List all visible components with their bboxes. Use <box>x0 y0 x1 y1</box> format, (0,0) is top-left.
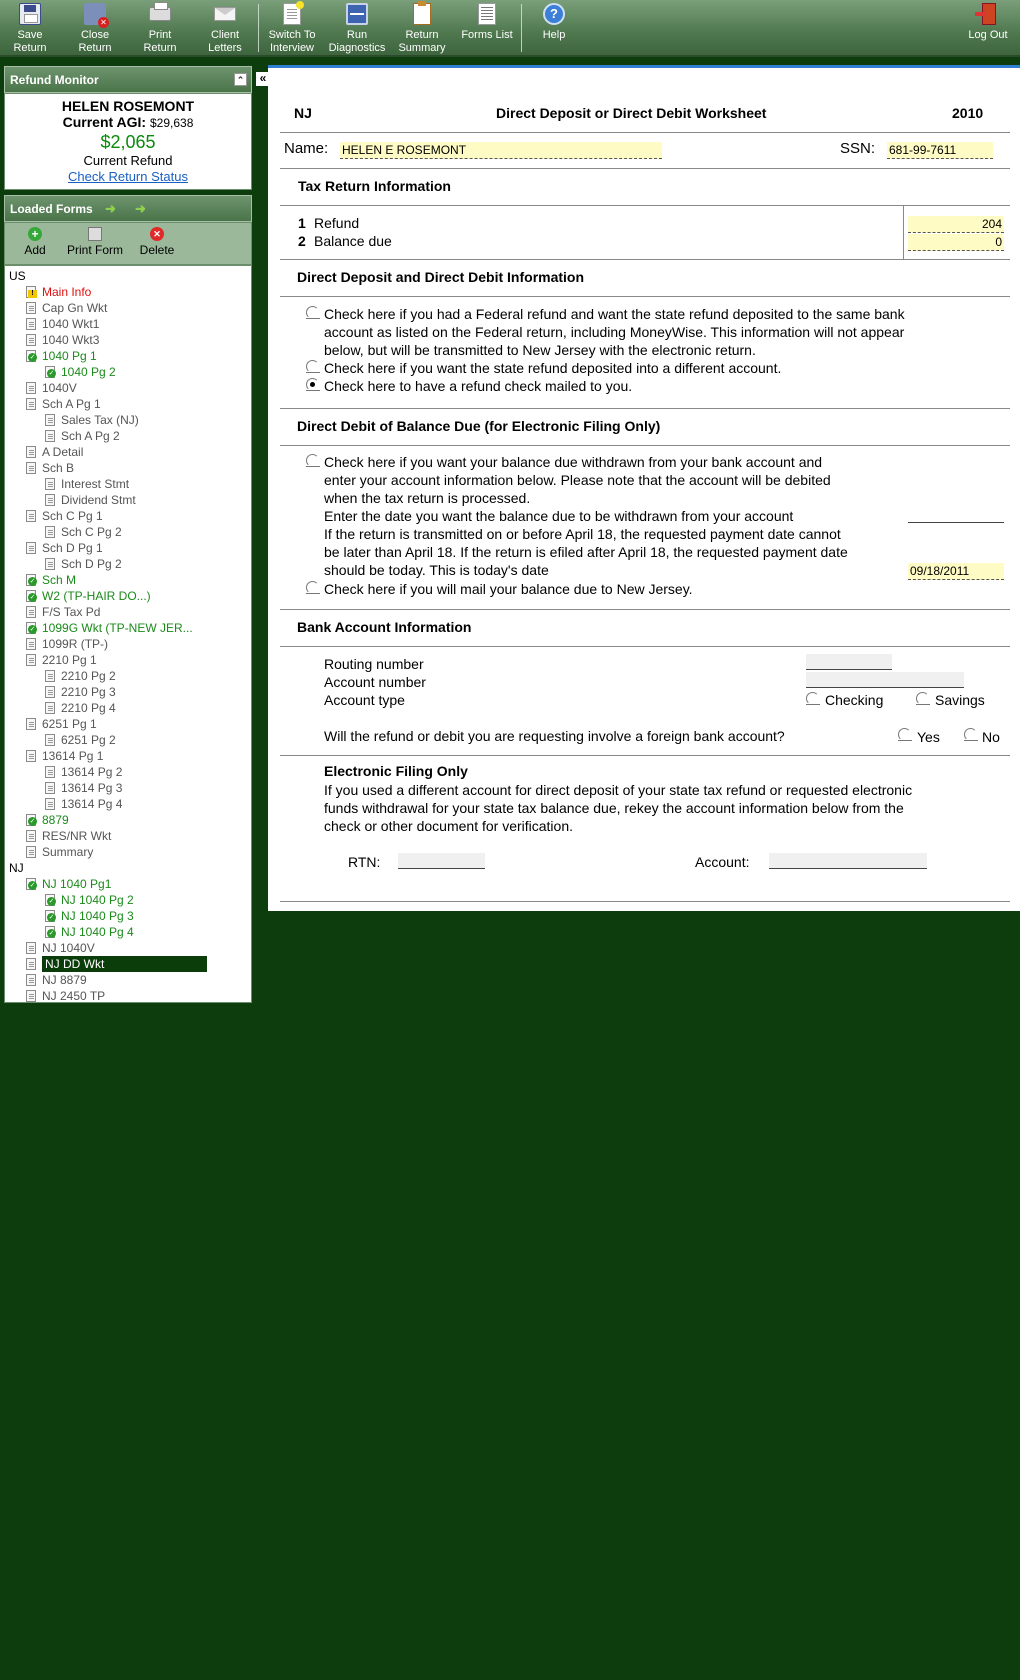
form-tree-label: NJ 8879 <box>42 973 87 987</box>
form-tree-label: 13614 Pg 3 <box>61 781 123 795</box>
form-document-icon <box>45 494 55 506</box>
account-number-field[interactable] <box>806 672 964 688</box>
completed-form-icon <box>45 894 55 906</box>
form-tree-item[interactable] <box>5 428 251 444</box>
form-tree-item[interactable] <box>5 812 251 828</box>
debit-line3: when the tax return is processed. <box>324 490 531 506</box>
checking-label: Checking <box>825 692 884 708</box>
form-tree-item[interactable] <box>5 636 251 652</box>
form-document-icon <box>26 990 36 1002</box>
form-tree-label: NJ 1040 Pg1 <box>42 877 112 891</box>
debit-line1: Check here if you want your balance due withdrawn from your bank account and <box>324 454 823 470</box>
form-tree-label: 13614 Pg 1 <box>42 749 104 763</box>
form-tree-label: 1099G Wkt (TP-NEW JER... <box>42 621 193 635</box>
form-tree-label: NJ 2450 TP <box>42 989 106 1003</box>
worksheet-title: Direct Deposit or Direct Debit Worksheet <box>496 105 767 121</box>
withdrawal-date-field[interactable] <box>908 509 1004 523</box>
client-letters-button[interactable] <box>193 2 257 54</box>
forms-list-label: Forms List <box>461 29 513 41</box>
log-out-button[interactable] <box>956 2 1020 54</box>
divider <box>280 646 1010 647</box>
form-tree-label: A Detail <box>42 445 84 459</box>
delete-icon: ✕ <box>150 227 164 241</box>
refund-field[interactable]: 204 <box>908 216 1004 233</box>
form-document-icon <box>45 734 55 746</box>
form-tree-label: Sch M <box>42 573 77 587</box>
form-tree-item[interactable] <box>5 652 251 668</box>
form-tree-item[interactable] <box>5 844 251 860</box>
completed-form-icon <box>26 878 36 890</box>
name-label: Name: <box>284 140 329 157</box>
form-tree-item[interactable] <box>5 700 251 716</box>
form-document-icon <box>26 606 36 618</box>
form-tree-item[interactable] <box>5 540 251 556</box>
bank-section-title: Bank Account Information <box>297 619 472 635</box>
log-out-label: Log Out <box>968 29 1008 41</box>
form-tree-item[interactable] <box>5 412 251 428</box>
save-return-label: Save Return <box>13 29 47 54</box>
form-tree-label: F/S Tax Pd <box>42 605 101 619</box>
form-tree-label: 13614 Pg 2 <box>61 765 123 779</box>
collapse-left-panel-icon[interactable]: « <box>256 72 270 86</box>
close-return-label: Close Return <box>78 29 112 54</box>
efile-account-label: Account: <box>695 854 750 870</box>
debit-line7: should be today. This is today's date <box>324 562 549 578</box>
close-return-button[interactable] <box>63 2 127 54</box>
form-document-icon <box>45 526 55 538</box>
form-document-icon <box>26 542 36 554</box>
form-tree-label: Sch D Pg 1 <box>42 541 103 555</box>
efile-account-field[interactable] <box>769 853 927 869</box>
mail-balance-radio[interactable] <box>306 581 319 594</box>
current-agi <box>5 114 251 131</box>
dd-option3: Check here to have a refund check mailed to you. <box>324 378 633 394</box>
checking-radio[interactable] <box>806 692 819 705</box>
form-tree-item[interactable] <box>5 492 251 508</box>
form-document-icon <box>26 334 36 346</box>
divider <box>280 168 1010 169</box>
form-tree-label: 8879 <box>42 813 69 827</box>
form-tree-item[interactable] <box>5 460 251 476</box>
print-form-button[interactable] <box>63 227 127 257</box>
foreign-account-question: Will the refund or debit you are requesting involve a foreign bank account? <box>324 728 785 744</box>
line1-number: 1 <box>298 215 306 231</box>
routing-number-label: Routing number <box>324 656 424 672</box>
form-document-icon <box>26 302 36 314</box>
form-tree-label: NJ 1040V <box>42 941 95 955</box>
print-return-label: Print Return <box>143 29 177 54</box>
same-as-federal-radio[interactable] <box>306 306 319 319</box>
efile-line3: check or other document for verification. <box>324 818 574 834</box>
debit-line6: be later than April 18. If the return is efiled after April 18, the requested payment date <box>324 544 848 560</box>
tree-group-label: US <box>9 269 26 283</box>
refund-monitor-title: Refund Monitor <box>10 73 99 87</box>
switch-to-interview-button[interactable] <box>259 2 325 54</box>
form-document-icon <box>45 702 55 714</box>
form-tree-label: 6251 Pg 2 <box>61 733 116 747</box>
dd-section-title: Direct Deposit and Direct Debit Information <box>297 269 585 285</box>
form-tree-item[interactable] <box>5 588 251 604</box>
refund-label: Current Refund <box>83 153 173 168</box>
debit-line4: Enter the date you want the balance due to be withdrawn from your account <box>324 508 794 524</box>
form-document-icon <box>45 766 55 778</box>
form-tree-label: Sch C Pg 2 <box>61 525 122 539</box>
main-toolbar <box>0 0 1020 57</box>
form-tree-item[interactable] <box>5 876 251 892</box>
next-form-arrow-icon[interactable]: ➜ <box>135 201 146 216</box>
form-tree-item[interactable] <box>5 572 251 588</box>
completed-form-icon <box>26 814 36 826</box>
form-tree-item[interactable] <box>5 684 251 700</box>
form-tree-label: 2210 Pg 2 <box>61 669 116 683</box>
debit-line5: If the return is transmitted on or before April 18, the requested payment date cannot <box>324 526 841 542</box>
form-tree-label: 6251 Pg 1 <box>42 717 97 731</box>
refund-amount: $2,065 <box>100 132 156 152</box>
foreign-no-radio[interactable] <box>964 728 977 741</box>
form-tree-label: 13614 Pg 4 <box>61 797 123 811</box>
state-code: NJ <box>294 105 312 121</box>
form-document-icon <box>26 638 36 650</box>
debit-withdraw-radio[interactable] <box>306 454 319 467</box>
form-tree-item[interactable] <box>5 476 251 492</box>
form-tree-label: NJ 1040 Pg 4 <box>61 925 134 939</box>
dd-option2: Check here if you want the state refund deposited into a different account. <box>324 360 782 376</box>
form-document-icon <box>45 430 55 442</box>
form-document-icon <box>26 318 36 330</box>
divider <box>280 132 1010 133</box>
print-form-label: Print Form <box>66 243 123 257</box>
previous-form-arrow-icon[interactable]: ➜ <box>105 201 116 216</box>
form-tree-label: NJ 1040 Pg 3 <box>61 909 134 923</box>
form-document-icon <box>45 558 55 570</box>
completed-form-icon <box>45 366 55 378</box>
refund-check-mailed-radio[interactable] <box>306 378 319 391</box>
form-tree-item[interactable] <box>5 300 251 316</box>
completed-form-icon <box>26 350 36 362</box>
form-document-icon <box>26 462 36 474</box>
completed-form-icon <box>45 910 55 922</box>
balance-due-field[interactable]: 0 <box>908 234 1004 251</box>
form-tree-label: 2210 Pg 3 <box>61 685 116 699</box>
form-tree-item[interactable] <box>5 364 251 380</box>
foreign-yes-label: Yes <box>917 729 940 745</box>
form-tree-item[interactable] <box>5 444 251 460</box>
debit-mail-option: Check here if you will mail your balance due to New Jersey. <box>324 581 693 597</box>
savings-label: Savings <box>935 692 985 708</box>
efile-line1: If you used a different account for direct deposit of your state tax refund or requested electronic <box>324 782 913 798</box>
form-document-icon <box>45 414 55 426</box>
interview-document-icon <box>283 3 301 25</box>
ssn-label: SSN: <box>840 140 876 157</box>
delete-label: Delete <box>139 243 175 257</box>
divider <box>903 205 904 259</box>
divider <box>280 609 1010 610</box>
foreign-no-label: No <box>982 729 1000 745</box>
tree-group[interactable] <box>5 268 251 284</box>
form-tree-label: Sch D Pg 2 <box>61 557 122 571</box>
divider <box>280 205 1010 206</box>
form-document-icon <box>26 446 36 458</box>
form-tree-label: Sch C Pg 1 <box>42 509 103 523</box>
form-tree-item[interactable] <box>5 956 251 972</box>
print-form-icon <box>88 227 102 241</box>
divider <box>280 755 1010 756</box>
delete-form-button[interactable] <box>135 227 179 257</box>
form-tree-label: Sch B <box>42 461 75 475</box>
printer-icon <box>149 7 171 21</box>
form-tree-label: Sales Tax (NJ) <box>61 413 139 427</box>
run-diagnostics-button[interactable] <box>325 2 389 54</box>
efile-section-title: Electronic Filing Only <box>324 763 468 779</box>
form-document-icon <box>45 686 55 698</box>
form-document-icon <box>26 398 36 410</box>
dd-option1-line3: below, but will be transmitted to New Jersey with the electronic return. <box>324 342 756 358</box>
form-tree-item[interactable] <box>5 796 251 812</box>
debit-section-title: Direct Debit of Balance Due (for Electronic Filing Only) <box>297 418 661 434</box>
client-name: HELEN ROSEMONT <box>61 98 195 114</box>
form-tree-label: Cap Gn Wkt <box>42 301 108 315</box>
worksheet <box>268 65 1020 911</box>
divider <box>280 445 1010 446</box>
form-document-icon <box>26 830 36 842</box>
form-document-icon <box>26 974 36 986</box>
warning-form-icon <box>26 286 36 298</box>
form-tree-item[interactable] <box>5 828 251 844</box>
loaded-forms-title: Loaded Forms <box>10 202 93 216</box>
line2-number: 2 <box>298 233 306 249</box>
rtn-label: RTN: <box>348 854 381 870</box>
divider <box>280 259 1010 260</box>
form-document-icon <box>45 798 55 810</box>
form-document-icon <box>26 846 36 858</box>
divider <box>280 296 1010 297</box>
collapse-panel-icon[interactable]: ⌃ <box>234 73 247 86</box>
close-folder-icon <box>84 3 106 25</box>
loaded-forms-header <box>4 195 252 222</box>
routing-number-field[interactable] <box>806 654 892 670</box>
name-field[interactable]: HELEN E ROSEMONT <box>340 142 662 159</box>
agi-label: Current AGI: <box>62 114 147 130</box>
tree-group-label: NJ <box>9 861 24 875</box>
save-return-button[interactable] <box>0 2 62 54</box>
form-tree-label: 2210 Pg 1 <box>42 653 97 667</box>
form-document-icon <box>26 510 36 522</box>
line2-label: Balance due <box>314 233 392 249</box>
switch-to-interview-label: Switch To Interview <box>268 29 316 54</box>
form-tree-item[interactable] <box>5 380 251 396</box>
account-type-label: Account type <box>324 692 405 708</box>
form-tree-item[interactable] <box>5 348 251 364</box>
todays-date-field[interactable]: 09/18/2011 <box>908 563 1004 580</box>
dd-option1-line1: Check here if you had a Federal refund and want the state refund deposited to the same bank <box>324 306 905 322</box>
add-label: Add <box>24 243 46 257</box>
form-tree-label: Interest Stmt <box>61 477 130 491</box>
form-tree-label: 1040 Pg 2 <box>61 365 116 379</box>
divider <box>280 408 1010 409</box>
line1-label: Refund <box>314 215 360 231</box>
form-tree-item[interactable] <box>5 748 251 764</box>
form-tree-label: 1040V <box>42 381 77 395</box>
help-button[interactable] <box>522 2 586 54</box>
print-return-button[interactable] <box>128 2 192 54</box>
efile-line2: funds withdrawal for your state tax balance due, rekey the account information below from the <box>324 800 904 816</box>
form-tree-item[interactable] <box>5 732 251 748</box>
form-tree-label: W2 (TP-HAIR DO...) <box>42 589 151 603</box>
form-tree-item[interactable] <box>5 892 251 908</box>
form-tree-label: Summary <box>42 845 94 859</box>
completed-form-icon <box>26 590 36 602</box>
tax-info-title: Tax Return Information <box>298 178 451 194</box>
return-summary-label: Return Summary <box>398 29 446 54</box>
completed-form-icon <box>45 926 55 938</box>
diagnostics-monitor-icon <box>346 3 368 25</box>
client-letters-label: Client Letters <box>208 29 242 54</box>
form-tree-label: Sch A Pg 1 <box>42 397 101 411</box>
form-document-icon <box>45 670 55 682</box>
form-tree-item[interactable] <box>5 940 251 956</box>
form-document-icon <box>26 958 36 970</box>
form-document-icon <box>26 382 36 394</box>
debit-line2: enter your account information below. Please note that the account will be debited <box>324 472 831 488</box>
form-tree-item[interactable] <box>5 396 251 412</box>
form-tree-label: RES/NR Wkt <box>42 829 112 843</box>
forms-toolbar <box>4 222 252 265</box>
ssn-field[interactable]: 681-99-7611 <box>887 142 993 159</box>
refund-monitor-header <box>4 66 252 93</box>
form-tree-item[interactable] <box>5 780 251 796</box>
return-summary-button[interactable] <box>390 2 454 54</box>
form-tree-item[interactable] <box>5 716 251 732</box>
form-tree-item[interactable] <box>5 508 251 524</box>
log-out-icon <box>982 3 996 25</box>
form-document-icon <box>45 478 55 490</box>
add-form-button[interactable] <box>17 227 53 257</box>
form-tree-label: NJ 1040 Pg 2 <box>61 893 134 907</box>
tax-year: 2010 <box>952 105 984 121</box>
form-tree-label: NJ DD Wkt <box>42 956 207 972</box>
divider <box>280 901 1010 902</box>
form-tree-item[interactable] <box>5 668 251 684</box>
form-document-icon <box>26 654 36 666</box>
form-tree-label: Sch A Pg 2 <box>61 429 120 443</box>
add-icon: + <box>28 227 42 241</box>
save-icon <box>19 3 41 25</box>
form-tree-item[interactable] <box>5 764 251 780</box>
form-tree-label: 1040 Wkt3 <box>42 333 100 347</box>
help-label: Help <box>542 29 566 41</box>
forms-list-icon <box>478 3 496 25</box>
form-tree-item[interactable] <box>5 332 251 348</box>
savings-radio[interactable] <box>916 692 929 705</box>
form-document-icon <box>26 942 36 954</box>
help-icon: ? <box>543 3 565 25</box>
form-tree-item[interactable] <box>5 524 251 540</box>
form-tree-item[interactable] <box>5 908 251 924</box>
dd-option1-line2: account as listed on the Federal return, including MoneyWise. This information will not appear <box>324 324 905 340</box>
form-tree-item[interactable] <box>5 988 251 1003</box>
form-tree-label: 1040 Wkt1 <box>42 317 100 331</box>
foreign-yes-radio[interactable] <box>898 728 911 741</box>
account-number-label: Account number <box>324 674 426 690</box>
forms-list-button[interactable] <box>455 2 519 54</box>
form-tree-item[interactable] <box>5 556 251 572</box>
form-tree-item[interactable] <box>5 972 251 988</box>
forms-tree <box>4 265 252 1003</box>
form-tree-item[interactable] <box>5 604 251 620</box>
form-tree-label: 2210 Pg 4 <box>61 701 116 715</box>
agi-value: $29,638 <box>149 116 194 130</box>
clipboard-icon <box>413 3 431 25</box>
check-return-status-link[interactable]: Check Return Status <box>68 169 188 184</box>
form-tree-item[interactable] <box>5 316 251 332</box>
rtn-field[interactable] <box>398 853 485 869</box>
form-tree-item[interactable] <box>5 284 251 300</box>
different-account-radio[interactable] <box>306 360 319 373</box>
refund-monitor-panel <box>4 93 252 190</box>
form-tree-label: Main Info <box>42 285 92 299</box>
form-tree-item[interactable] <box>5 924 251 940</box>
form-tree-label: Dividend Stmt <box>61 493 136 507</box>
completed-form-icon <box>26 622 36 634</box>
form-tree-label: 1099R (TP-) <box>42 637 109 651</box>
form-tree-label: 1040 Pg 1 <box>42 349 97 363</box>
run-diagnostics-label: Run Diagnostics <box>328 29 386 54</box>
completed-form-icon <box>26 574 36 586</box>
form-document-icon <box>26 718 36 730</box>
form-document-icon <box>26 750 36 762</box>
form-document-icon <box>45 782 55 794</box>
envelope-icon <box>214 7 236 21</box>
form-tree-item[interactable] <box>5 620 251 636</box>
tree-group[interactable] <box>5 860 251 876</box>
